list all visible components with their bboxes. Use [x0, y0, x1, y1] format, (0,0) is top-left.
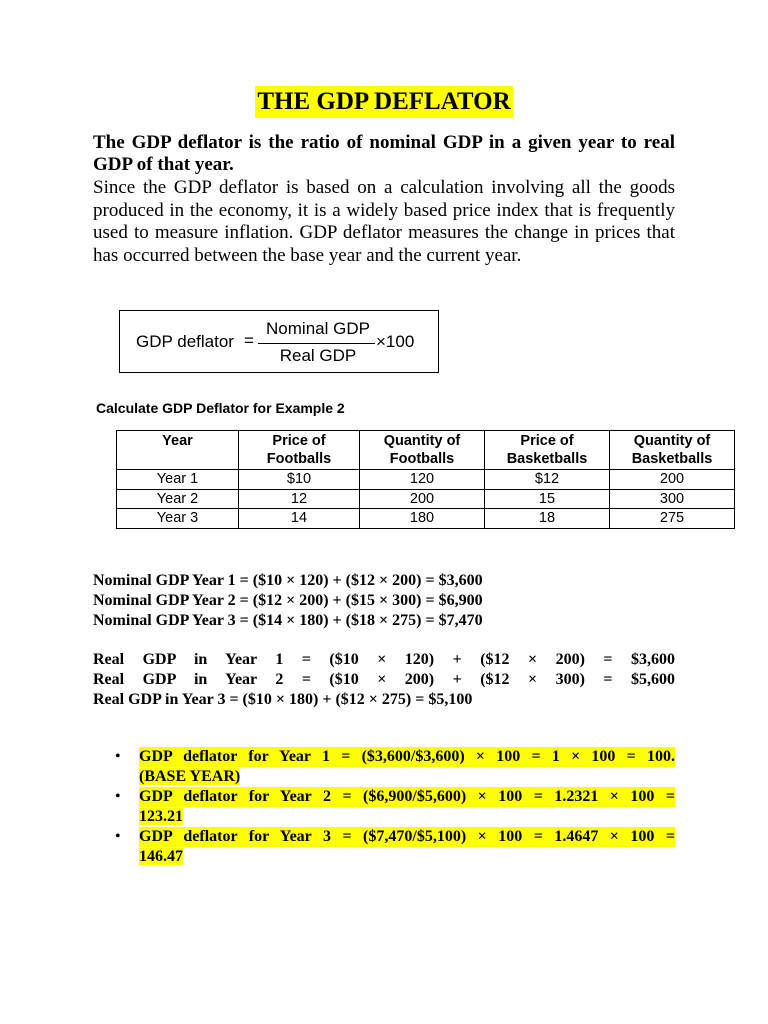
- real-gdp-line: Real GDP in Year 2 = ($10 × 200) + ($12 × 300) = $5,600: [93, 671, 675, 688]
- list-item: [93, 747, 675, 787]
- table-cell: 200: [360, 489, 485, 509]
- header-line: Footballs: [266, 451, 332, 467]
- header-year: [117, 431, 239, 470]
- table-header-row: [117, 431, 735, 470]
- table-cell: 120: [360, 470, 485, 490]
- definition-text: The GDP deflator is the ratio of nominal GDP in a given year to real GDP of that year.: [93, 132, 675, 175]
- header-price-footballs: [239, 431, 360, 470]
- table-row: [117, 470, 735, 490]
- header-line: Basketballs: [631, 451, 713, 467]
- table-cell: $12: [485, 470, 610, 490]
- real-gdp-line: Real GDP in Year 1 = ($10 × 120) + ($12 × 200) = $3,600: [93, 651, 675, 668]
- table-cell: 180: [360, 509, 485, 529]
- deflator-line: GDP deflator for Year 1 = ($3,600/$3,600) × 100 = 1 × 100 = 100.: [139, 748, 675, 765]
- deflator-continuation: 123.21: [139, 808, 183, 825]
- header-price-basketballs: [485, 431, 610, 470]
- formula-denominator: Real GDP: [279, 346, 357, 365]
- deflator-line: GDP deflator for Year 2 = ($6,900/$5,600) × 100 = 1.2321 × 100 =: [139, 788, 675, 805]
- formula-lhs: GDP deflator: [136, 332, 234, 351]
- formula-multiplier: ×100: [376, 332, 415, 351]
- header-year-text: Year: [162, 433, 193, 449]
- title-wrap: [0, 86, 768, 118]
- table-row: [117, 489, 735, 509]
- table-cell: 18: [485, 509, 610, 529]
- formula-box: [119, 310, 439, 373]
- table-cell: 300: [610, 489, 735, 509]
- header-line: Quantity of: [633, 433, 711, 449]
- header-quantity-footballs: [360, 431, 485, 470]
- table-cell: Year 2: [117, 489, 239, 509]
- page-title: THE GDP DEFLATOR: [255, 86, 512, 118]
- table-cell: 14: [239, 509, 360, 529]
- bullet-marker: •: [115, 748, 121, 765]
- deflator-line: GDP deflator for Year 3 = ($7,470/$5,100) × 100 = 1.4647 × 100 =: [139, 828, 675, 845]
- header-quantity-basketballs: [610, 431, 735, 470]
- formula-numerator: Nominal GDP: [266, 319, 370, 338]
- nominal-gdp-block: [93, 571, 675, 631]
- list-item: [93, 787, 675, 827]
- header-line: Price of: [520, 433, 574, 449]
- table-cell: 15: [485, 489, 610, 509]
- table-caption: Calculate GDP Deflator for Example 2: [96, 400, 345, 416]
- nominal-gdp-line: Nominal GDP Year 1 = ($10 × 120) + ($12 × 200) = $3,600: [93, 572, 483, 589]
- price-quantity-table: [116, 430, 735, 529]
- nominal-gdp-line: Nominal GDP Year 2 = ($12 × 200) + ($15 × 300) = $6,900: [93, 592, 483, 609]
- header-line: Basketballs: [506, 451, 588, 467]
- nominal-gdp-line: Nominal GDP Year 3 = ($14 × 180) + ($18 × 275) = $7,470: [93, 612, 483, 629]
- intro-paragraph: Since the GDP deflator is based on a calculation involving all the goods produced in the economy, it is a widely based price index that is frequently used to measure inflation. GDP deflator measures the change in prices that has occurred between the base year and the current year.: [93, 177, 675, 266]
- list-item: [93, 827, 675, 867]
- fraction-bar: [258, 343, 375, 344]
- header-line: Quantity of: [383, 433, 461, 449]
- formula-equals: =: [244, 331, 254, 350]
- table-row: [117, 509, 735, 529]
- deflator-list: [93, 747, 675, 867]
- table-cell: Year 1: [117, 470, 239, 490]
- deflator-continuation: 146.47: [139, 848, 183, 865]
- real-gdp-line: Real GDP in Year 3 = ($10 × 180) + ($12 × 275) = $5,100: [93, 691, 473, 708]
- bullet-marker: •: [115, 828, 121, 845]
- table-cell: 200: [610, 470, 735, 490]
- deflator-continuation: (BASE YEAR): [139, 768, 241, 785]
- real-gdp-block: [93, 650, 675, 710]
- table-cell: Year 3: [117, 509, 239, 529]
- header-line: Footballs: [389, 451, 455, 467]
- table-cell: 275: [610, 509, 735, 529]
- table-cell: $10: [239, 470, 360, 490]
- table-cell: 12: [239, 489, 360, 509]
- header-line: Price of: [272, 433, 326, 449]
- bullet-marker: •: [115, 788, 121, 805]
